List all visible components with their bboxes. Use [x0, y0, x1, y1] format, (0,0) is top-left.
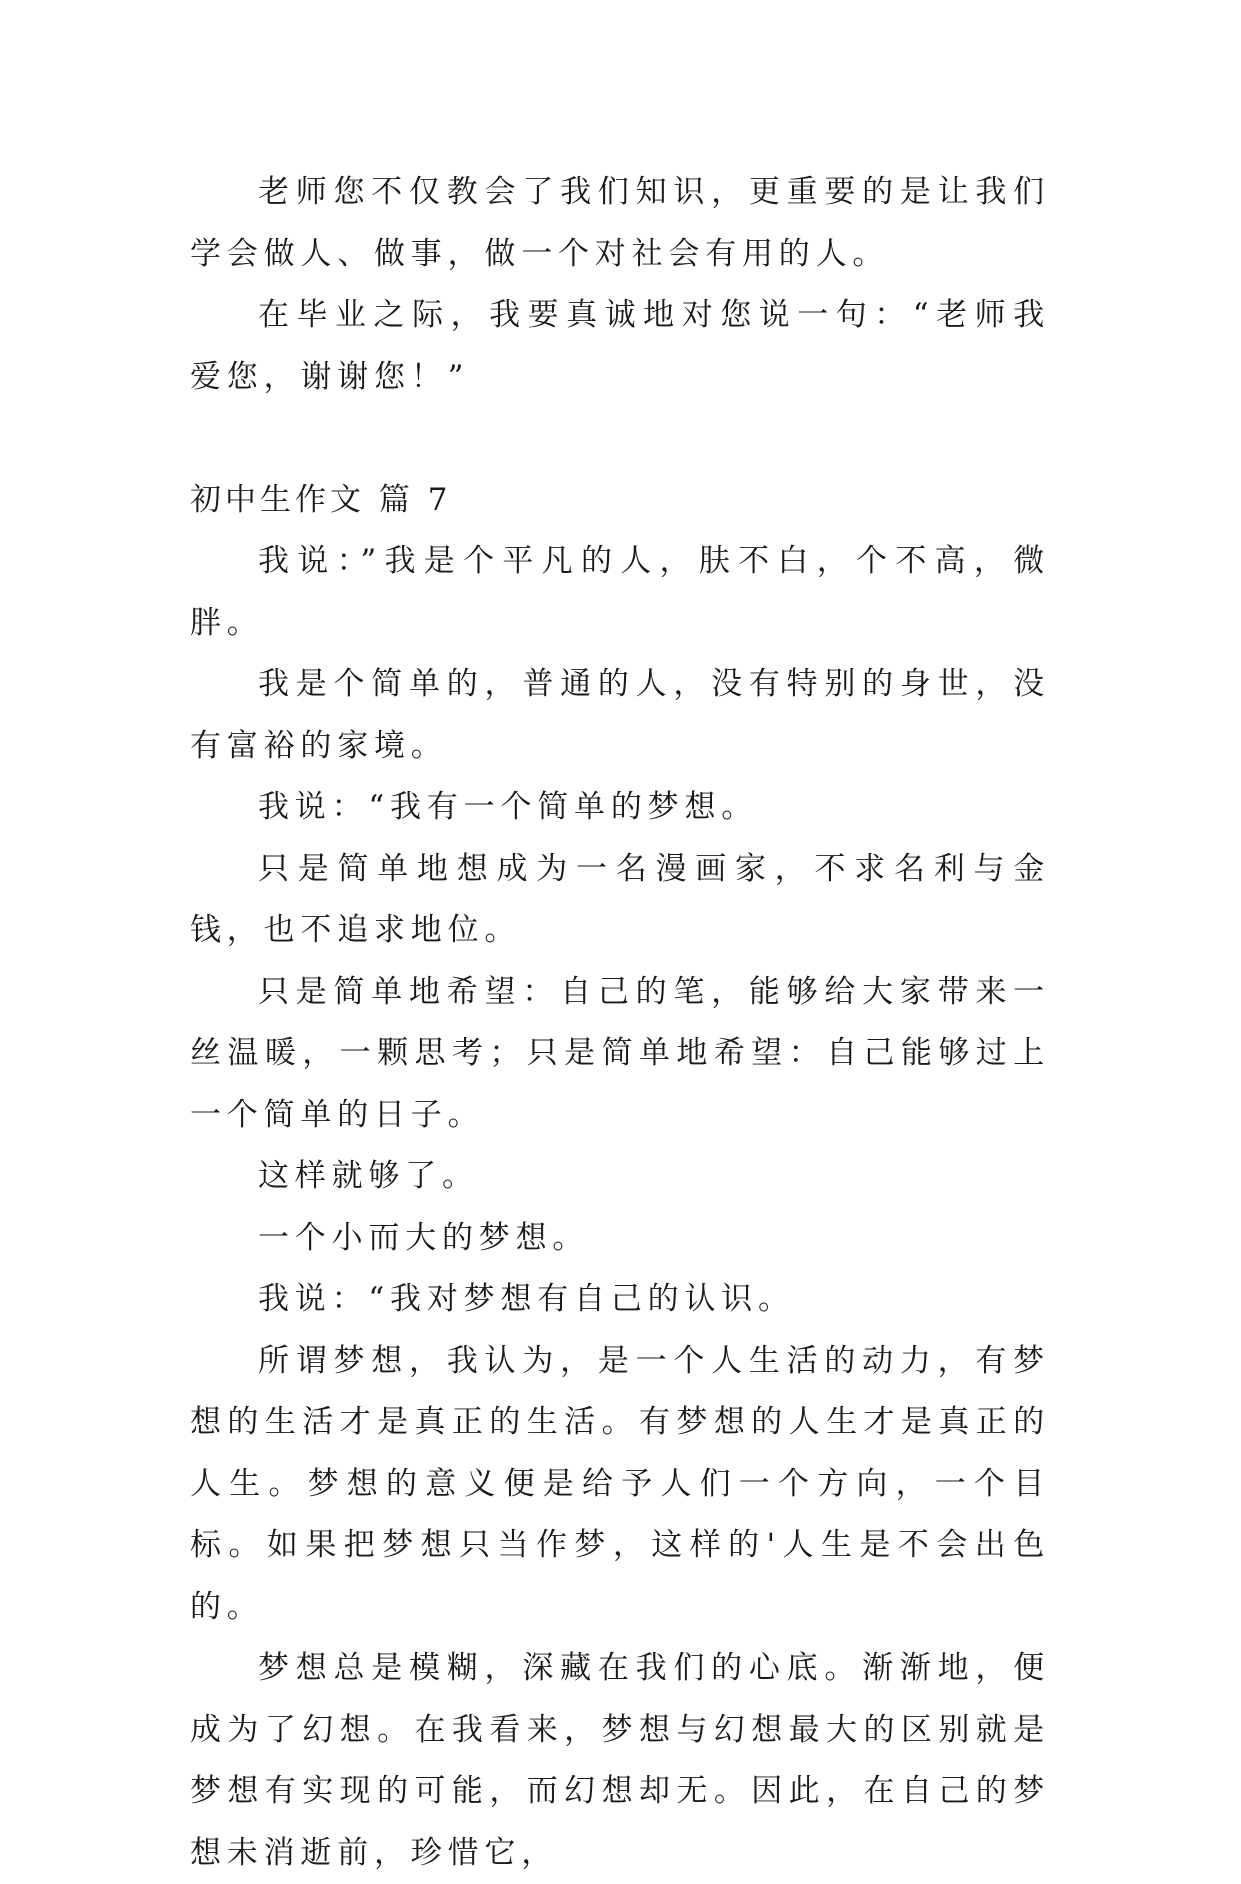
paragraph: 一个小而大的梦想。: [258, 1219, 590, 1256]
paragraph: 只是简单地希望：自己的笔，能够给大家带来一丝温暖，一颗思考；只是简单地希望：自己能够过上一个简单的日子。: [190, 973, 1050, 1133]
paragraph: 只是简单地想成为一名漫画家，不求名利与金钱，也不追求地位。: [190, 850, 1050, 948]
paragraph: 梦想总是模糊，深藏在我们的心底。渐渐地，便成为了幻想。在我看来，梦想与幻想最大的区别就是梦想有实现的可能，而幻想却无。因此，在自己的梦想未消逝前，珍惜它，: [190, 1650, 1050, 1871]
paragraph: 在毕业之际，我要真诚地对您说一句：“老师我爱您，谢谢您！”: [190, 297, 1050, 395]
paragraph: 我说：“我有一个简单的梦想。: [258, 789, 759, 825]
document-page: [190, 162, 1050, 1884]
paragraph: 老师您不仅教会了我们知识，更重要的是让我们学会做人、做事，做一个对社会有用的人。: [190, 174, 1050, 272]
paragraph: 所谓梦想，我认为，是一个人生活的动力，有梦想的生活才是真正的生活。有梦想的人生才是真正的人生。梦想的意义便是给予人们一个方向，一个目标。如果把梦想只当作梦，这样的'人生是不会出色的。: [190, 1342, 1050, 1625]
paragraph: 我说：“我对梦想有自己的认识。: [258, 1281, 795, 1317]
paragraph: 我说：”我是个平凡的人，肤不白，个不高，微胖。: [190, 543, 1050, 641]
paragraph: 这样就够了。: [258, 1158, 479, 1194]
section-title: 初中生作文 篇 7: [190, 481, 452, 518]
paragraph: 我是个简单的，普通的人，没有特别的身世，没有富裕的家境。: [190, 666, 1050, 764]
section-spacer: [190, 408, 1050, 470]
